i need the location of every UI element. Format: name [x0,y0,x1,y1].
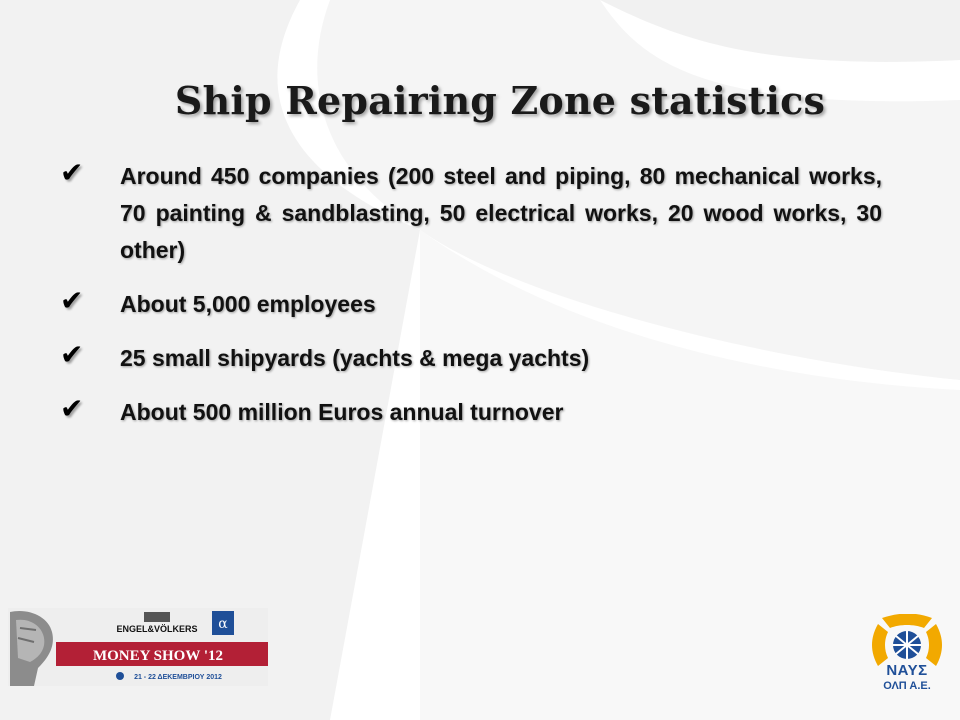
list-item [60,286,882,323]
port-logo-subtitle: ΟΛΠ Α.Ε. [883,680,931,692]
dates-text: 21 - 22 ΔΕΚΕΜΒΡΙΟΥ 2012 [134,674,222,681]
bullet-text: 25 small shipyards (yachts & mega yachts) [120,345,590,371]
list-item [60,394,882,431]
checkmark-icon: ✔ [60,392,84,425]
event-text: MONEY SHOW '12 [92,648,224,664]
bullet-text: About 5,000 employees [120,291,376,317]
money-show-logo [8,608,268,686]
bullet-text: About 500 million Euros annual turnover [120,399,564,425]
checkmark-icon: ✔ [60,338,84,371]
checkmark-icon: ✔ [60,284,84,317]
bullet-text: Around 450 companies (200 steel and piping, 80 mechanical works, 70 painting & sandblasting, 50 electrical works, 20 wood works, 30 other) [120,163,882,263]
list-item [60,340,882,377]
page-title: Ship Repairing Zone statistics [174,78,826,123]
brand-text: ENGEL&VÖLKERS [116,624,198,634]
checkmark-icon: ✔ [60,156,84,189]
port-logo-name: ΝΑΥΣ [886,662,928,679]
svg-text:α: α [218,616,228,632]
bullet-list [60,158,882,448]
list-item [60,158,882,269]
